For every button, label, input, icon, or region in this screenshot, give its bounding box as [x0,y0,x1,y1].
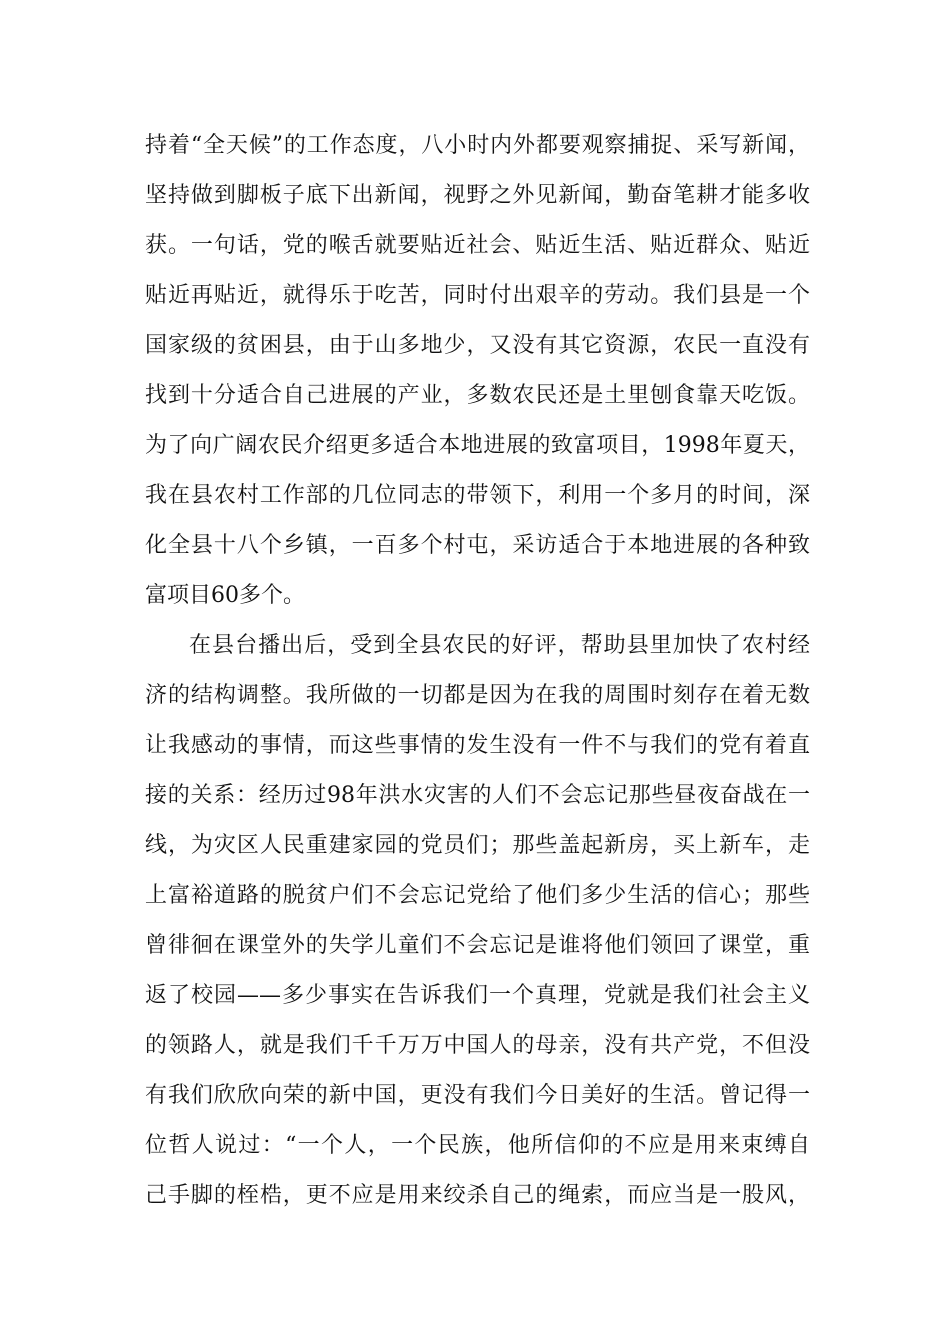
text-line: 接的关系：经历过98年洪水灾害的人们不会忘记那些昼夜奋战在一 [145,783,810,808]
text-line: 让我感动的事情，而这些事情的发生没有一件不与我们的党有着直 [145,733,810,758]
text-line: 贴近再贴近，就得乐于吃苦，同时付出艰辛的劳动。我们县是一个 [145,283,810,308]
text-line: 坚持做到脚板子底下出新闻，视野之外见新闻，勤奋笔耕才能多收 [145,183,810,208]
text-line: 的领路人，就是我们千千万万中国人的母亲，没有共产党，不但没 [145,1033,810,1058]
text-line: 返了校园——多少事实在告诉我们一个真理，党就是我们社会主义 [145,983,810,1008]
text-line: 化全县十八个乡镇，一百多个村屯，采访适合于本地进展的各种致 [145,533,810,558]
text-line: 找到十分适合自己进展的产业，多数农民还是土里刨食靠天吃饭。 [145,383,810,408]
paragraph-first-line: 在县台播出后，受到全县农民的好评，帮助县里加快了农村经 [189,633,810,658]
text-line: 己手脚的桎梏，更不应是用来绞杀自己的绳索，而应当是一股风， [145,1183,810,1208]
text-line: 曾徘徊在课堂外的失学儿童们不会忘记是谁将他们领回了课堂，重 [145,933,810,958]
text-line: 国家级的贫困县，由于山多地少，又没有其它资源，农民一直没有 [145,333,810,358]
body-text [145,126,810,1226]
text-line: 为了向广阔农民介绍更多适合本地进展的致富项目，1998年夏天， [145,433,810,458]
text-line: 有我们欣欣向荣的新中国，更没有我们今日美好的生活。曾记得一 [145,1083,810,1108]
text-line: 富项目60多个。 [145,583,305,608]
text-line: 上富裕道路的脱贫户们不会忘记党给了他们多少生活的信心；那些 [145,883,810,908]
text-line: 获。一句话，党的喉舌就要贴近社会、贴近生活、贴近群众、贴近 [145,233,810,258]
text-line: 我在县农村工作部的几位同志的带领下，利用一个多月的时间，深 [145,483,810,508]
text-line: 位哲人说过：“一个人，一个民族，他所信仰的不应是用来束缚自 [145,1133,810,1158]
text-line: 持着“全天候”的工作态度，八小时内外都要观察捕捉、采写新闻， [145,133,810,158]
text-line: 济的结构调整。我所做的一切都是因为在我的周围时刻存在着无数 [145,683,810,708]
text-line: 线，为灾区人民重建家园的党员们；那些盖起新房，买上新车，走 [145,833,810,858]
